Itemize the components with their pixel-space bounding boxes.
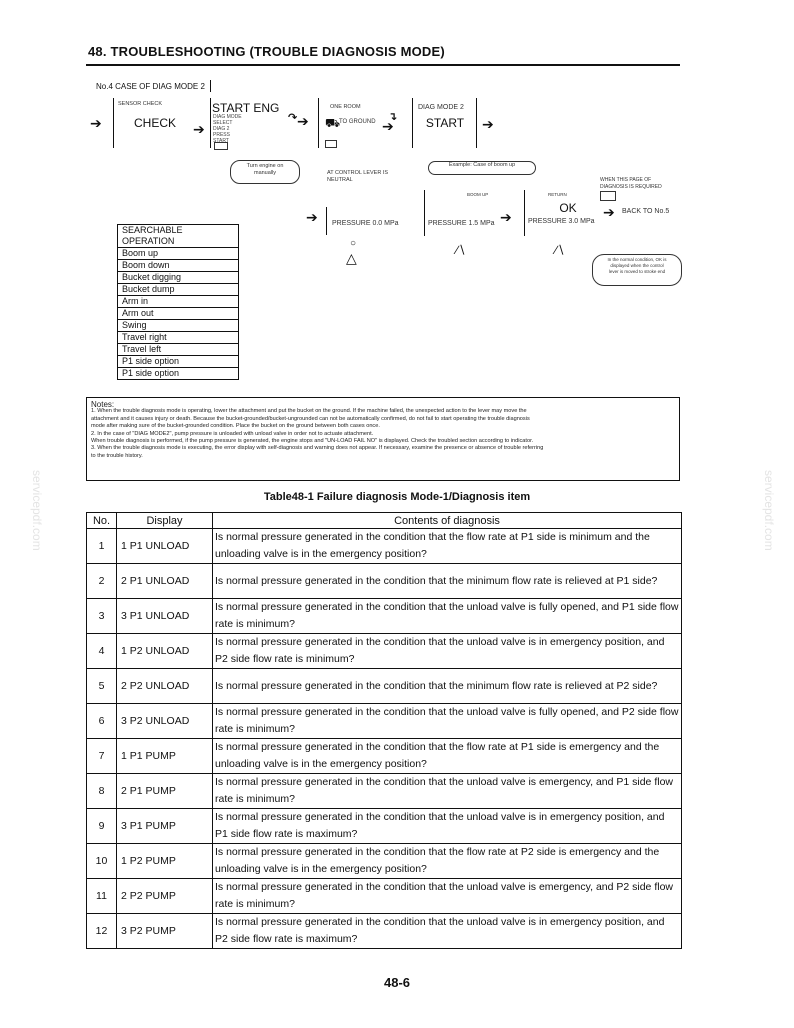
searchable-operation-table [117, 224, 239, 380]
flow-arrow-icon: ➔ [193, 121, 205, 137]
diagnosis-table [86, 512, 682, 949]
row-content: Is normal pressure generated in the condition that the unload valve is in emergency position, and P2 side flow rate is minimum? [213, 634, 682, 669]
table-row [87, 914, 682, 949]
row-no: 11 [87, 879, 117, 914]
step1-title: CHECK [133, 116, 176, 130]
table-row [87, 809, 682, 844]
step3-small: ONE ROOM [330, 104, 361, 110]
flow-separator [210, 98, 211, 148]
row-no: 2 [87, 564, 117, 599]
row-content: Is normal pressure generated in the condition that the minimum flow rate is relieved at P2 side? [213, 669, 682, 704]
page-number: 48-6 [383, 975, 411, 990]
row-no: 3 [87, 599, 117, 634]
table-row [87, 774, 682, 809]
table-title: Table48-1 Failure diagnosis Mode-1/Diagnosis item [263, 491, 531, 503]
pressure-2: PRESSURE 1.5 MPa [428, 220, 495, 227]
searchable-item: Bucket dump [118, 284, 239, 296]
flow-separator [326, 207, 327, 235]
case-label: No.4 CASE OF DIAG MODE 2 [96, 82, 205, 91]
notes-line: 2. In the case of "DIAG MODE2", pump pressure is unloaded with unload valve in order not to actuate attachment. [91, 430, 374, 437]
pressure-1: PRESSURE 0.0 MPa [332, 220, 399, 227]
row-content: Is normal pressure generated in the condition that the flow rate at P2 side is emergency and the unloading valve is in the emergency position? [213, 844, 682, 879]
table-row [87, 669, 682, 704]
key-switch-icon: ↷ [288, 112, 298, 124]
row-display: 2 P2 UNLOAD [117, 669, 213, 704]
return-small: RETURN [548, 192, 567, 197]
watermark-right: servicepdf.com [762, 470, 776, 551]
row-content: Is normal pressure generated in the condition that the unload valve is fully opened, and P2 side flow rate is minimum? [213, 704, 682, 739]
lever-tilted-icon: ∕∖ [456, 243, 466, 257]
searchable-item: Boom up [118, 248, 239, 260]
control-lever-note: AT CONTROL LEVER IS NEUTRAL [327, 170, 389, 183]
flow-arrow-icon: ➔ [482, 116, 494, 132]
flow-separator [476, 98, 477, 148]
col-header-contents: Contents of diagnosis [213, 513, 682, 529]
lever-tilted-icon: ∕∖ [555, 243, 565, 257]
searchable-item: Travel left [118, 344, 239, 356]
table-row [87, 529, 682, 564]
searchable-item: P1 side option [118, 368, 239, 380]
row-content: Is normal pressure generated in the condition that the unload valve is in emergency position, and P2 side flow rate is maximum? [213, 914, 682, 949]
excavator-icon: ⛟ [325, 116, 341, 130]
row-no: 1 [87, 529, 117, 564]
row-no: 9 [87, 809, 117, 844]
title-divider [86, 64, 680, 66]
row-content: Is normal pressure generated in the condition that the minimum flow rate is relieved at P1 side? [213, 564, 682, 599]
lever-neutral-icon: ○ [350, 238, 357, 249]
notes-line: to the trouble history. [91, 452, 143, 459]
turn-engine-callout: Turn engine on manually [230, 160, 300, 184]
when-required-note: WHEN THIS PAGE OF DIAGNOSIS IS REQUIRED [600, 177, 662, 190]
row-no: 5 [87, 669, 117, 704]
step2-title: START ENG [212, 101, 280, 115]
notes-line: When trouble diagnosis is performed, if the pump pressure is generated, the engine stops and "UN-LOAD FAIL NO" is displayed. Check the troubled section according to indicator. [91, 438, 534, 445]
row-no: 6 [87, 704, 117, 739]
monitor-icon [325, 140, 337, 148]
row-display: 2 P2 PUMP [117, 879, 213, 914]
row-no: 12 [87, 914, 117, 949]
searchable-item: Boom down [118, 260, 239, 272]
step2-screen-text: DIAG MODE SELECT DIAG 2 PRESS START [213, 114, 242, 144]
table-row [87, 704, 682, 739]
row-content: Is normal pressure generated in the condition that the flow rate at P1 side is emergency and the unloading valve is in the emergency position? [213, 739, 682, 774]
lever-icon: ↴ [388, 111, 398, 123]
flow-arrow-icon: ➔ [382, 118, 394, 134]
notes-heading: Notes: [91, 400, 115, 409]
normal-condition-callout: In the normal condition, OK is displayed when the control lever is moved to stroke end [592, 254, 682, 286]
monitor-icon [600, 191, 616, 201]
step4-title: START [425, 116, 465, 130]
row-display: 3 P2 PUMP [117, 914, 213, 949]
notes-box [86, 397, 680, 481]
step4-small: DIAG MODE 2 [418, 104, 464, 111]
row-display: 1 P1 UNLOAD [117, 529, 213, 564]
case-label-bracket [92, 80, 211, 92]
table-row [87, 739, 682, 774]
table-row [87, 844, 682, 879]
flow-arrow-icon: ➔ [297, 113, 309, 129]
searchable-item: Swing [118, 320, 239, 332]
example-callout: Example: Case of boom up [428, 161, 536, 175]
row-display: 1 P1 PUMP [117, 739, 213, 774]
table-row [87, 879, 682, 914]
watermark-left: servicepdf.com [30, 470, 44, 551]
row-content: Is normal pressure generated in the condition that the unload valve is in emergency position, and P1 side flow rate is maximum? [213, 809, 682, 844]
row-no: 4 [87, 634, 117, 669]
row-display: 3 P1 UNLOAD [117, 599, 213, 634]
flow-arrow-icon: ➔ [603, 204, 615, 220]
table-row [87, 599, 682, 634]
row-content: Is normal pressure generated in the condition that the unload valve is fully opened, and P1 side flow rate is minimum? [213, 599, 682, 634]
section-title: 48. TROUBLESHOOTING (TROUBLE DIAGNOSIS MODE) [88, 44, 445, 59]
searchable-item: P1 side option [118, 356, 239, 368]
row-display: 1 P2 PUMP [117, 844, 213, 879]
searchable-item: Arm out [118, 308, 239, 320]
back-to-note: BACK TO No.5 [622, 208, 670, 215]
flow-arrow-icon: ➔ [500, 209, 512, 225]
table-row [87, 564, 682, 599]
table-row [87, 634, 682, 669]
flow-arrow-icon: ➔ [90, 115, 102, 131]
lever-base-icon: △ [346, 250, 357, 266]
row-content: Is normal pressure generated in the condition that the unload valve is emergency, and P1 side flow rate is minimum? [213, 774, 682, 809]
step1-small: SENSOR CHECK [118, 101, 163, 107]
step3-title: TO GROUND [339, 119, 376, 125]
searchable-item: Arm in [118, 296, 239, 308]
notes-line: mode after making sure of the bucket-grounded condition. Place the bucket on the ground between both cases once. [91, 423, 380, 430]
row-display: 1 P2 UNLOAD [117, 634, 213, 669]
notes-line: 3. When the trouble diagnosis mode is executing, the error display with self-diagnosis and warning does not appear. If necessary, examine the presence or absence of trouble referring [91, 445, 544, 452]
col-header-display: Display [117, 513, 213, 529]
searchable-item: Bucket digging [118, 272, 239, 284]
flow-separator [113, 98, 114, 148]
row-display: 2 P1 PUMP [117, 774, 213, 809]
searchable-header: SEARCHABLE OPERATION [118, 225, 239, 248]
notes-line: attachment and it causes injury or death. Because the bucket-grounded/bucket-ungrounded can not be automatically confirmed, do not fail to start operating the trouble diagnosis [91, 415, 530, 422]
row-content: Is normal pressure generated in the condition that the flow rate at P1 side is minimum and the unloading valve is in the emergency position? [213, 529, 682, 564]
flow-separator [524, 190, 525, 236]
notes-line: 1. When the trouble diagnosis mode is operating, lower the attachment and put the bucket on the ground. If the machine failed, the unexpected action to the lever may move the [91, 408, 527, 415]
row-content: Is normal pressure generated in the condition that the unload valve is emergency, and P2 side flow rate is minimum? [213, 879, 682, 914]
row-display: 2 P1 UNLOAD [117, 564, 213, 599]
row-no: 8 [87, 774, 117, 809]
flow-separator [412, 98, 413, 148]
row-no: 7 [87, 739, 117, 774]
monitor-icon [214, 142, 228, 150]
boom-up-small: BOOM UP [467, 192, 489, 197]
row-display: 3 P1 PUMP [117, 809, 213, 844]
flow-separator [318, 98, 319, 148]
row-no: 10 [87, 844, 117, 879]
col-header-no: No. [87, 513, 117, 529]
pressure-3: PRESSURE 3.0 MPa [528, 218, 595, 225]
flow-separator [424, 190, 425, 236]
searchable-item: Travel right [118, 332, 239, 344]
flow-arrow-icon: ➔ [306, 209, 318, 225]
ok-label: OK [559, 201, 577, 215]
row-display: 3 P2 UNLOAD [117, 704, 213, 739]
